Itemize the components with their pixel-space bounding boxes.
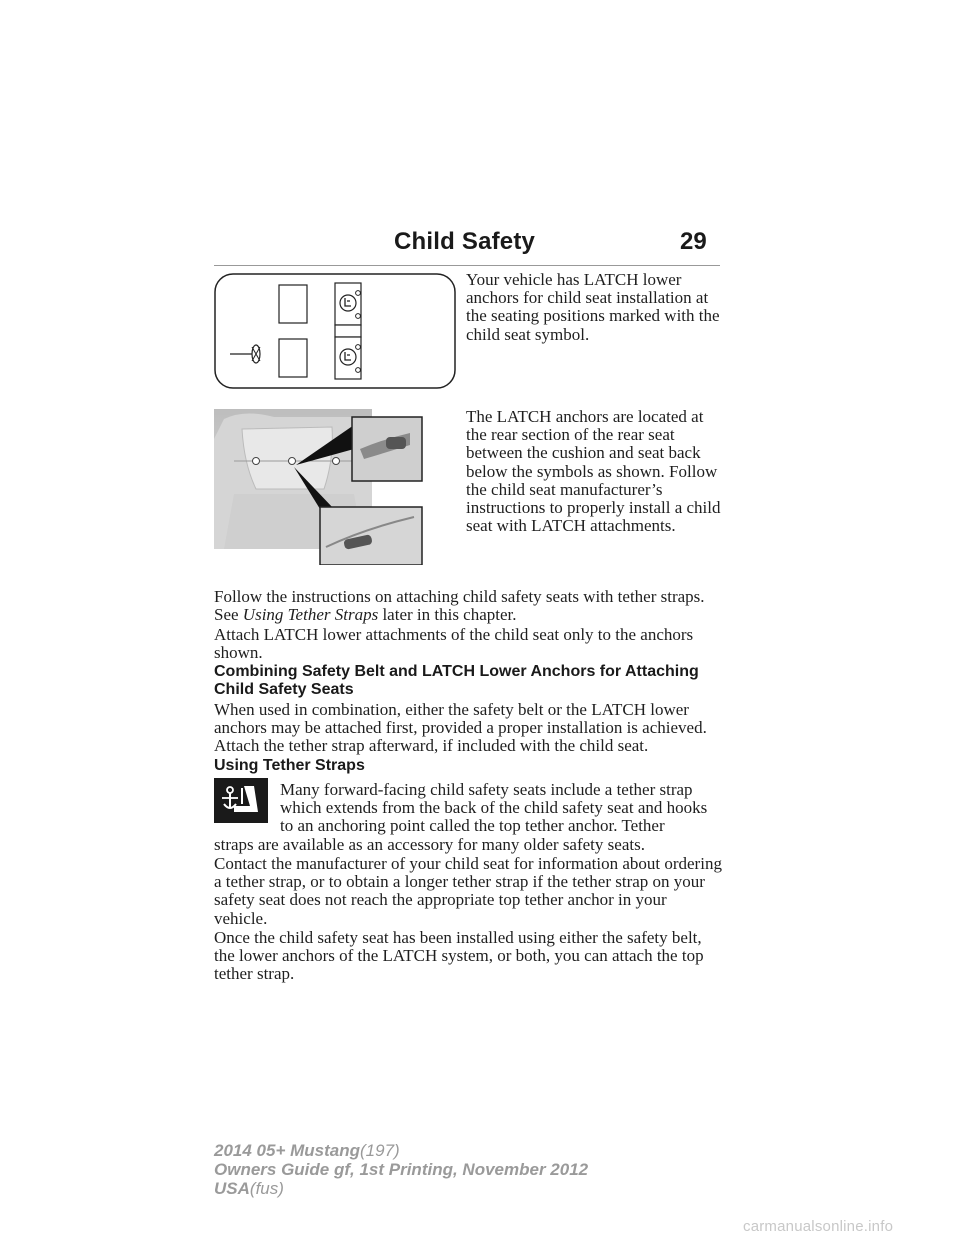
footer-region: USA (214, 1179, 250, 1198)
seat-layout-diagram (214, 273, 456, 389)
using-tether-straps-link[interactable]: Using Tether Straps (242, 605, 379, 625)
child-seat-icon (340, 349, 356, 365)
page-header (0, 228, 960, 266)
tether-heading: Using Tether Straps (214, 757, 365, 774)
footer-page-ref: (197) (360, 1141, 400, 1160)
latch-symbol-text: Your vehicle has LATCH lower anchors for child seat installation at the seating positions marked with the child seat symbol. (466, 270, 720, 344)
once-installed-paragraph: Once the child safety seat has been installed using either the safety belt, the lower anchors of the LATCH system, or both, you can attach the top tether strap. (214, 928, 704, 984)
latch-anchor-photo (214, 409, 424, 565)
tether-line-4: straps are available as an accessory for many older safety seats. (214, 835, 645, 854)
child-seat-icon (340, 295, 356, 311)
contact-manufacturer-paragraph: Contact the manufacturer of your child seat for information about ordering a tether strap, or to obtain a longer tether strap if the tether strap on your safety seat does not reach the appropriate top tether anchor in your vehicle. (214, 854, 722, 928)
tether-line: Many forward-facing child safety seats include a tether strap (280, 780, 693, 799)
section-title: Child Safety (394, 228, 536, 255)
follow-text-1: Follow the instructions on attaching child safety seats with tether straps. See (214, 587, 705, 625)
page-footer (214, 1141, 588, 1198)
watermark: carmanualsonline.info (743, 1218, 894, 1235)
header-rule (214, 265, 720, 266)
latch-location-text: The LATCH anchors are located at the rear section of the rear seat between the cushion and seat back below the symbols as shown. Follow the child seat manufacturer’s instructions to properly install a child seat with LATCH attachments. (466, 407, 721, 536)
footer-model: 2014 05+ Mustang (214, 1141, 360, 1160)
tether-paragraph-lines (280, 781, 730, 836)
child-seat-tether-icon (214, 778, 268, 823)
attach-latch-paragraph: Attach LATCH lower attachments of the child seat only to the anchors shown. (214, 625, 694, 663)
footer-printing: Owners Guide gf, 1st Printing, November 2012 (214, 1160, 589, 1179)
tether-line: which extends from the back of the child safety seat and hooks (280, 798, 708, 818)
combination-paragraph: When used in combination, either the safety belt or the LATCH lower anchors may be attached first, provided a proper installation is achieved. Attach the tether strap afterward, if included with the child seat. (214, 700, 707, 756)
page-number: 29 (680, 228, 707, 255)
combining-heading: Combining Safety Belt and LATCH Lower Anchors for Attaching Child Safety Seats (214, 663, 699, 698)
tether-line: to an anchoring point called the top tether anchor. Tether (280, 816, 665, 836)
footer-region-code: (fus) (249, 1179, 284, 1198)
follow-text-2: later in this chapter. (382, 605, 517, 625)
follow-instructions-paragraph (214, 588, 724, 624)
